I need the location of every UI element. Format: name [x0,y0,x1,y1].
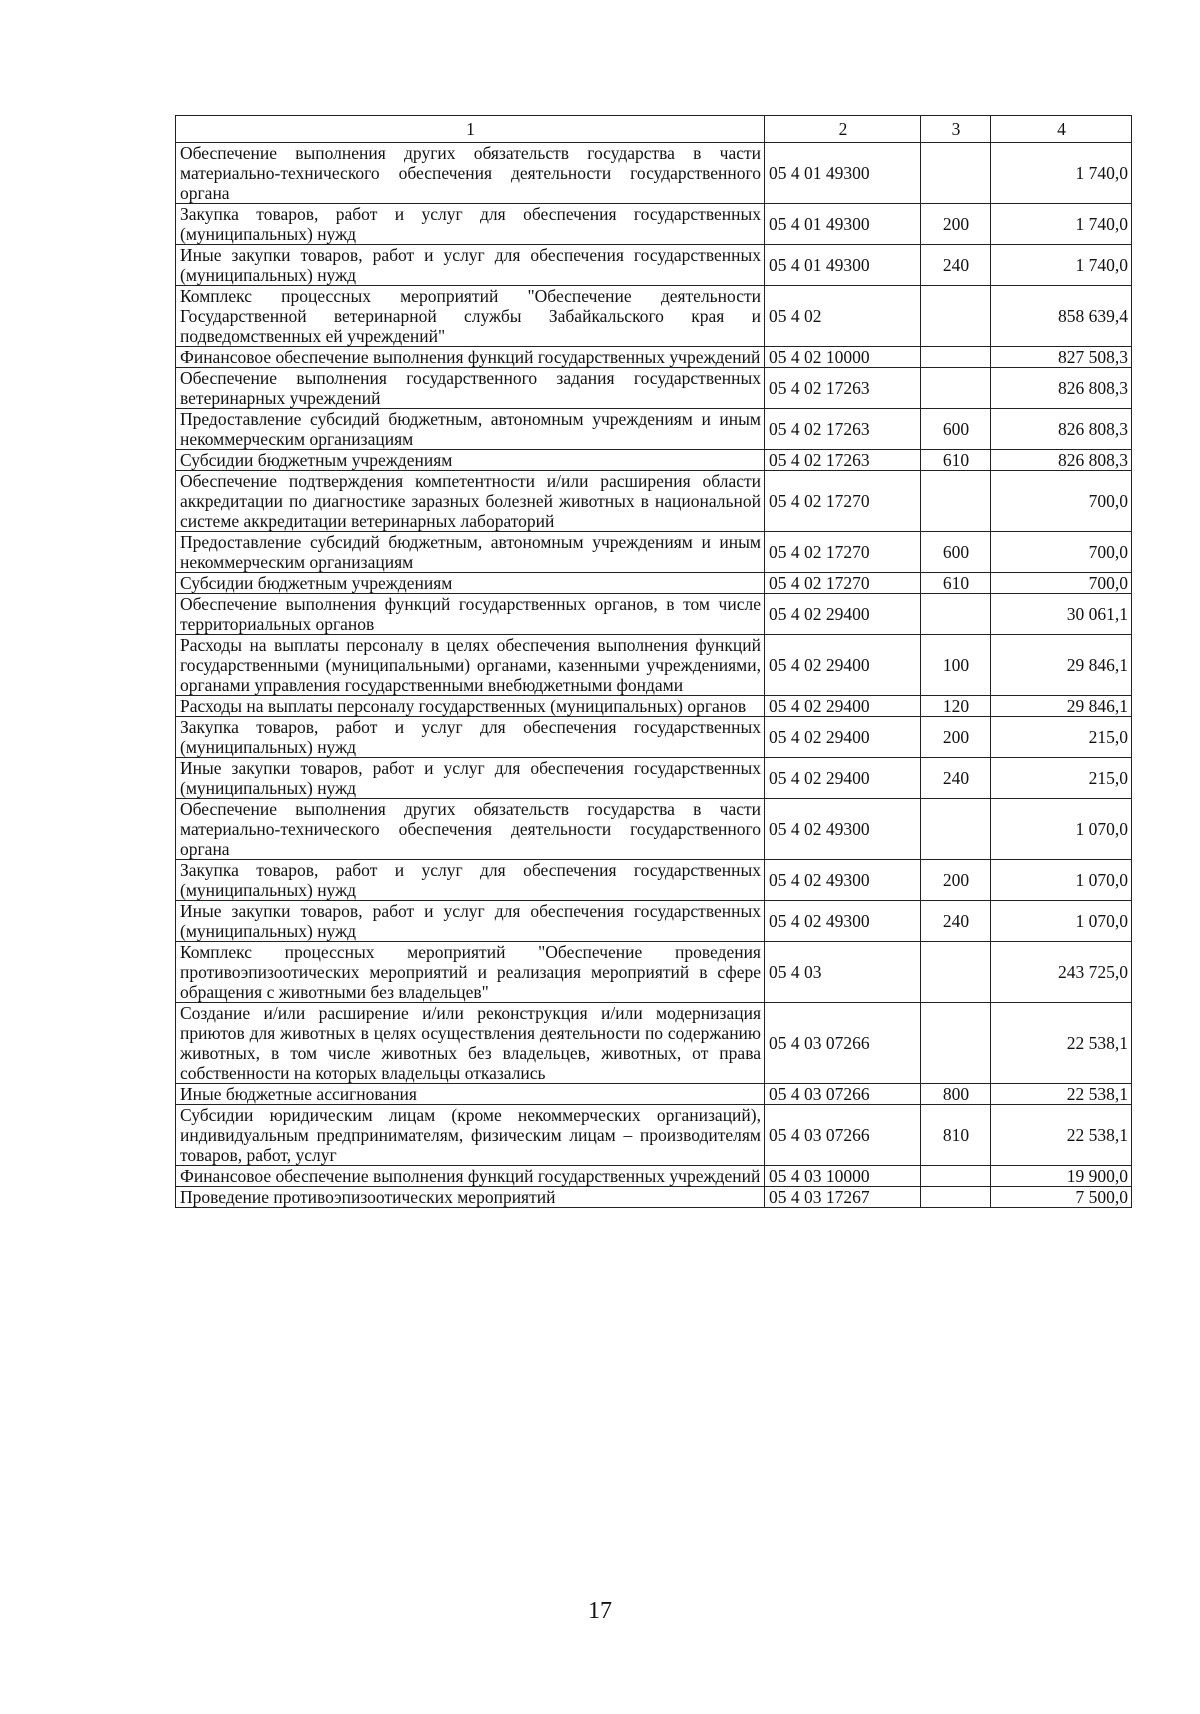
table-body [176,143,1132,1208]
header-col-2: 2 [765,116,921,143]
row-code: 05 4 03 17267 [765,1187,921,1208]
row-type [921,143,991,204]
row-code: 05 4 01 49300 [765,245,921,286]
table-row [176,573,1132,594]
row-type: 240 [921,901,991,942]
table-row [176,942,1132,1003]
row-code: 05 4 03 07266 [765,1105,921,1166]
row-code: 05 4 03 07266 [765,1003,921,1084]
row-name: Закупка товаров, работ и услуг для обеспечения государственных (муниципальных) нужд [176,204,765,245]
row-name: Обеспечение выполнения функций государственных органов, в том числе территориальных органов [176,594,765,635]
row-name: Расходы на выплаты персоналу государственных (муниципальных) органов [176,696,765,717]
row-type [921,1187,991,1208]
table-row [176,143,1132,204]
row-code: 05 4 03 10000 [765,1166,921,1187]
row-amount: 858 639,4 [991,286,1132,347]
row-type: 610 [921,450,991,471]
row-code: 05 4 02 29400 [765,758,921,799]
table-row [176,450,1132,471]
table-row [176,409,1132,450]
row-name: Обеспечение выполнения других обязательств государства в части материально-технического обеспечения деятельности государственного органа [176,143,765,204]
table-row [176,635,1132,696]
row-name: Обеспечение выполнения государственного задания государственных ветеринарных учреждений [176,368,765,409]
row-type: 810 [921,1105,991,1166]
row-name: Финансовое обеспечение выполнения функций государственных учреждений [176,347,765,368]
row-code: 05 4 02 29400 [765,594,921,635]
row-code: 05 4 02 17263 [765,409,921,450]
row-name: Иные закупки товаров, работ и услуг для обеспечения государственных (муниципальных) нужд [176,758,765,799]
row-code: 05 4 02 29400 [765,696,921,717]
row-code: 05 4 02 10000 [765,347,921,368]
row-type: 120 [921,696,991,717]
row-name: Субсидии бюджетным учреждениям [176,450,765,471]
row-amount: 22 538,1 [991,1105,1132,1166]
row-name: Субсидии юридическим лицам (кроме некоммерческих организаций), индивидуальным предпринимателям, физическим лицам – производителям товаров, работ, услуг [176,1105,765,1166]
row-amount: 700,0 [991,471,1132,532]
row-code: 05 4 02 49300 [765,901,921,942]
table-row [176,347,1132,368]
row-amount: 243 725,0 [991,942,1132,1003]
row-code: 05 4 02 17270 [765,573,921,594]
row-amount: 826 808,3 [991,409,1132,450]
row-amount: 700,0 [991,573,1132,594]
row-name: Закупка товаров, работ и услуг для обеспечения государственных (муниципальных) нужд [176,860,765,901]
row-type: 200 [921,860,991,901]
row-amount: 19 900,0 [991,1166,1132,1187]
row-type [921,286,991,347]
row-type: 600 [921,532,991,573]
row-amount: 22 538,1 [991,1003,1132,1084]
header-col-1: 1 [176,116,765,143]
row-amount: 1 740,0 [991,143,1132,204]
row-amount: 827 508,3 [991,347,1132,368]
table-row [176,1166,1132,1187]
row-amount: 30 061,1 [991,594,1132,635]
row-type: 610 [921,573,991,594]
row-name: Предоставление субсидий бюджетным, автономным учреждениям и иным некоммерческим организациям [176,409,765,450]
row-amount: 700,0 [991,532,1132,573]
row-type: 200 [921,204,991,245]
row-amount: 1 070,0 [991,901,1132,942]
row-name: Комплекс процессных мероприятий "Обеспечение проведения противоэпизоотических мероприятий и реализация мероприятий в сфере обращения с животными без владельцев" [176,942,765,1003]
row-type: 240 [921,245,991,286]
row-code: 05 4 02 [765,286,921,347]
row-name: Комплекс процессных мероприятий "Обеспечение деятельности Государственной ветеринарной службы Забайкальского края и подведомственных ей учреждений" [176,286,765,347]
table-row [176,901,1132,942]
row-code: 05 4 02 17263 [765,450,921,471]
row-type [921,594,991,635]
row-amount: 1 070,0 [991,860,1132,901]
row-type: 600 [921,409,991,450]
row-name: Финансовое обеспечение выполнения функций государственных учреждений [176,1166,765,1187]
table-row [176,1105,1132,1166]
row-amount: 215,0 [991,758,1132,799]
row-name: Обеспечение выполнения других обязательств государства в части материально-технического обеспечения деятельности государственного органа [176,799,765,860]
row-amount: 826 808,3 [991,450,1132,471]
row-type [921,368,991,409]
table-row [176,245,1132,286]
page-number: 17 [588,1598,612,1624]
row-type [921,1166,991,1187]
table-row [176,532,1132,573]
row-code: 05 4 02 29400 [765,635,921,696]
row-amount: 1 070,0 [991,799,1132,860]
row-name: Создание и/или расширение и/или реконструкция и/или модернизация приютов для животных в целях осуществления деятельности по содержанию животных, в том числе животных без владельцев, животных, от права собственности на которых владельцы отказались [176,1003,765,1084]
table-row [176,286,1132,347]
row-type [921,799,991,860]
row-amount: 826 808,3 [991,368,1132,409]
table-row [176,799,1132,860]
row-amount: 22 538,1 [991,1084,1132,1105]
row-type [921,942,991,1003]
row-code: 05 4 02 29400 [765,717,921,758]
row-type: 100 [921,635,991,696]
row-name: Иные закупки товаров, работ и услуг для обеспечения государственных (муниципальных) нужд [176,901,765,942]
row-code: 05 4 02 17270 [765,471,921,532]
row-name: Закупка товаров, работ и услуг для обеспечения государственных (муниципальных) нужд [176,717,765,758]
table-row [176,1187,1132,1208]
row-type: 200 [921,717,991,758]
table-row [176,1084,1132,1105]
table-row [176,758,1132,799]
row-name: Предоставление субсидий бюджетным, автономным учреждениям и иным некоммерческим организациям [176,532,765,573]
table-row [176,471,1132,532]
row-type [921,471,991,532]
table-row [176,594,1132,635]
row-code: 05 4 02 49300 [765,860,921,901]
budget-table [175,115,1132,1208]
row-name: Субсидии бюджетным учреждениям [176,573,765,594]
row-code: 05 4 01 49300 [765,204,921,245]
row-amount: 1 740,0 [991,245,1132,286]
row-name: Иные бюджетные ассигнования [176,1084,765,1105]
row-type [921,1003,991,1084]
row-name: Обеспечение подтверждения компетентности и/или расширения области аккредитации по диагностике заразных болезней животных в национальной системе аккредитации ветеринарных лабораторий [176,471,765,532]
table-row [176,204,1132,245]
header-col-3: 3 [921,116,991,143]
row-name: Иные закупки товаров, работ и услуг для обеспечения государственных (муниципальных) нужд [176,245,765,286]
row-amount: 1 740,0 [991,204,1132,245]
row-code: 05 4 02 17270 [765,532,921,573]
table-header-row [176,116,1132,143]
table-row [176,368,1132,409]
row-type [921,347,991,368]
row-code: 05 4 02 17263 [765,368,921,409]
row-code: 05 4 03 [765,942,921,1003]
row-type: 240 [921,758,991,799]
row-amount: 215,0 [991,717,1132,758]
row-amount: 29 846,1 [991,696,1132,717]
header-col-4: 4 [991,116,1132,143]
row-type: 800 [921,1084,991,1105]
row-code: 05 4 02 49300 [765,799,921,860]
table-row [176,1003,1132,1084]
row-name: Расходы на выплаты персоналу в целях обеспечения выполнения функций государственными (муниципальными) органами, казенными учреждениями, органами управления государственными внебюджетными фондами [176,635,765,696]
row-name: Проведение противоэпизоотических мероприятий [176,1187,765,1208]
table-row [176,717,1132,758]
row-amount: 29 846,1 [991,635,1132,696]
table-row [176,860,1132,901]
table-row [176,696,1132,717]
row-code: 05 4 03 07266 [765,1084,921,1105]
row-code: 05 4 01 49300 [765,143,921,204]
row-amount: 7 500,0 [991,1187,1132,1208]
